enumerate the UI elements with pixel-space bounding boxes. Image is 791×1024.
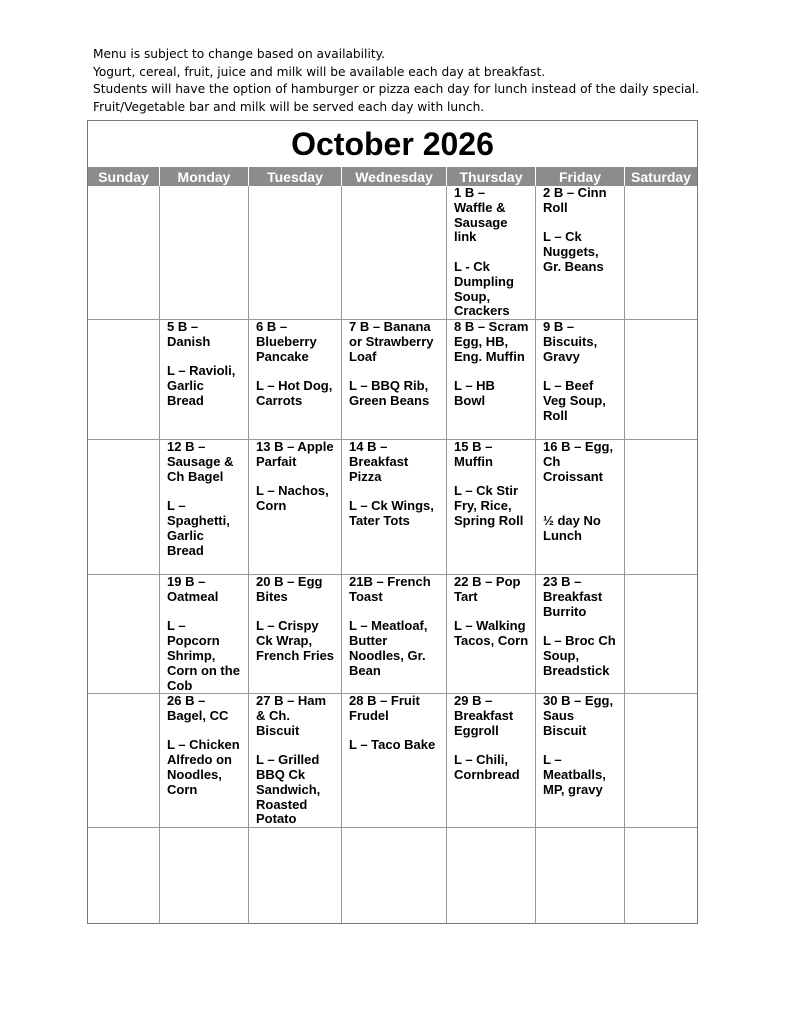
day-cell-week1-sunday xyxy=(88,186,159,319)
day-cell-week6-wednesday xyxy=(341,827,446,923)
header-tuesday: Tuesday xyxy=(248,167,341,186)
day-cell-week3-thursday: 15 B – Muffin L – Ck Stir Fry, Rice, Spring Roll xyxy=(446,439,535,574)
day-cell-week5-friday: 30 B – Egg, Saus Biscuit L – Meatballs, MP, gravy xyxy=(535,693,624,827)
calendar-title: October 2026 xyxy=(291,125,494,162)
day-cell-week3-monday: 12 B – Sausage & Ch Bagel L – Spaghetti, Garlic Bread xyxy=(159,439,248,574)
day-cell-week3-friday: 16 B – Egg, Ch Croissant ½ day No Lunch xyxy=(535,439,624,574)
weekday-header-row xyxy=(88,167,697,186)
calendar-grid xyxy=(88,186,697,923)
day-cell-week2-saturday xyxy=(624,319,697,439)
day-cell-week6-sunday xyxy=(88,827,159,923)
day-cell-week1-thursday: 1 B – Waffle & Sausage link L - Ck Dumpling Soup, Crackers xyxy=(446,186,535,319)
day-cell-week5-saturday xyxy=(624,693,697,827)
header-monday: Monday xyxy=(159,167,248,186)
header-friday: Friday xyxy=(535,167,624,186)
day-cell-week1-saturday xyxy=(624,186,697,319)
day-cell-week5-tuesday: 27 B – Ham & Ch. Biscuit L – Grilled BBQ Ck Sandwich, Roasted Potato xyxy=(248,693,341,827)
day-cell-week1-tuesday xyxy=(248,186,341,319)
day-cell-week4-wednesday: 21B – French Toast L – Meatloaf, Butter Noodles, Gr. Bean xyxy=(341,574,446,693)
day-cell-week2-thursday: 8 B – Scram Egg, HB, Eng. Muffin L – HB Bowl xyxy=(446,319,535,439)
day-cell-week3-tuesday: 13 B – Apple Parfait L – Nachos, Corn xyxy=(248,439,341,574)
day-cell-week6-monday xyxy=(159,827,248,923)
day-cell-week2-wednesday: 7 B – Banana or Strawberry Loaf L – BBQ Rib, Green Beans xyxy=(341,319,446,439)
day-cell-week6-thursday xyxy=(446,827,535,923)
menu-calendar xyxy=(87,120,698,924)
day-cell-week6-friday xyxy=(535,827,624,923)
day-cell-week3-saturday xyxy=(624,439,697,574)
note-breakfast: Yogurt, cereal, fruit, juice and milk will be available each day at breakfast. xyxy=(93,64,546,79)
note-fruit-bar: Fruit/Vegetable bar and milk will be served each day with lunch. xyxy=(93,99,485,114)
day-cell-week2-monday: 5 B – Danish L – Ravioli, Garlic Bread xyxy=(159,319,248,439)
day-cell-week4-monday: 19 B – Oatmeal L – Popcorn Shrimp, Corn on the Cob xyxy=(159,574,248,693)
day-cell-week6-tuesday xyxy=(248,827,341,923)
day-cell-week3-wednesday: 14 B – Breakfast Pizza L – Ck Wings, Tater Tots xyxy=(341,439,446,574)
day-cell-week5-sunday xyxy=(88,693,159,827)
day-cell-week4-thursday: 22 B – Pop Tart L – Walking Tacos, Corn xyxy=(446,574,535,693)
day-cell-week4-friday: 23 B – Breakfast Burrito L – Broc Ch Soup, Breadstick xyxy=(535,574,624,693)
day-cell-week5-thursday: 29 B – Breakfast Eggroll L – Chili, Cornbread xyxy=(446,693,535,827)
day-cell-week4-saturday xyxy=(624,574,697,693)
day-cell-week1-friday: 2 B – Cinn Roll L – Ck Nuggets, Gr. Beans xyxy=(535,186,624,319)
day-cell-week1-wednesday xyxy=(341,186,446,319)
day-cell-week6-saturday xyxy=(624,827,697,923)
note-availability: Menu is subject to change based on availability. xyxy=(93,47,385,61)
note-lunch-option: Students will have the option of hamburger or pizza each day for lunch instead of the daily special. xyxy=(93,82,700,97)
header-sunday: Sunday xyxy=(98,168,149,185)
day-cell-week2-tuesday: 6 B – Blueberry Pancake L – Hot Dog, Carrots xyxy=(248,319,341,439)
header-thursday: Thursday xyxy=(446,167,535,186)
header-saturday: Saturday xyxy=(624,167,697,186)
day-cell-week2-sunday xyxy=(88,319,159,439)
day-cell-week1-monday xyxy=(159,186,248,319)
day-cell-week3-sunday xyxy=(88,439,159,574)
header-wednesday: Wednesday xyxy=(341,167,446,186)
day-cell-week5-monday: 26 B – Bagel, CC L – Chicken Alfredo on Noodles, Corn xyxy=(159,693,248,827)
day-cell-week5-wednesday: 28 B – Fruit Frudel L – Taco Bake xyxy=(341,693,446,827)
menu-notes xyxy=(93,46,733,116)
day-cell-week4-tuesday: 20 B – Egg Bites L – Crispy Ck Wrap, French Fries xyxy=(248,574,341,693)
day-cell-week4-sunday xyxy=(88,574,159,693)
day-cell-week2-friday: 9 B – Biscuits, Gravy L – Beef Veg Soup, Roll xyxy=(535,319,624,439)
